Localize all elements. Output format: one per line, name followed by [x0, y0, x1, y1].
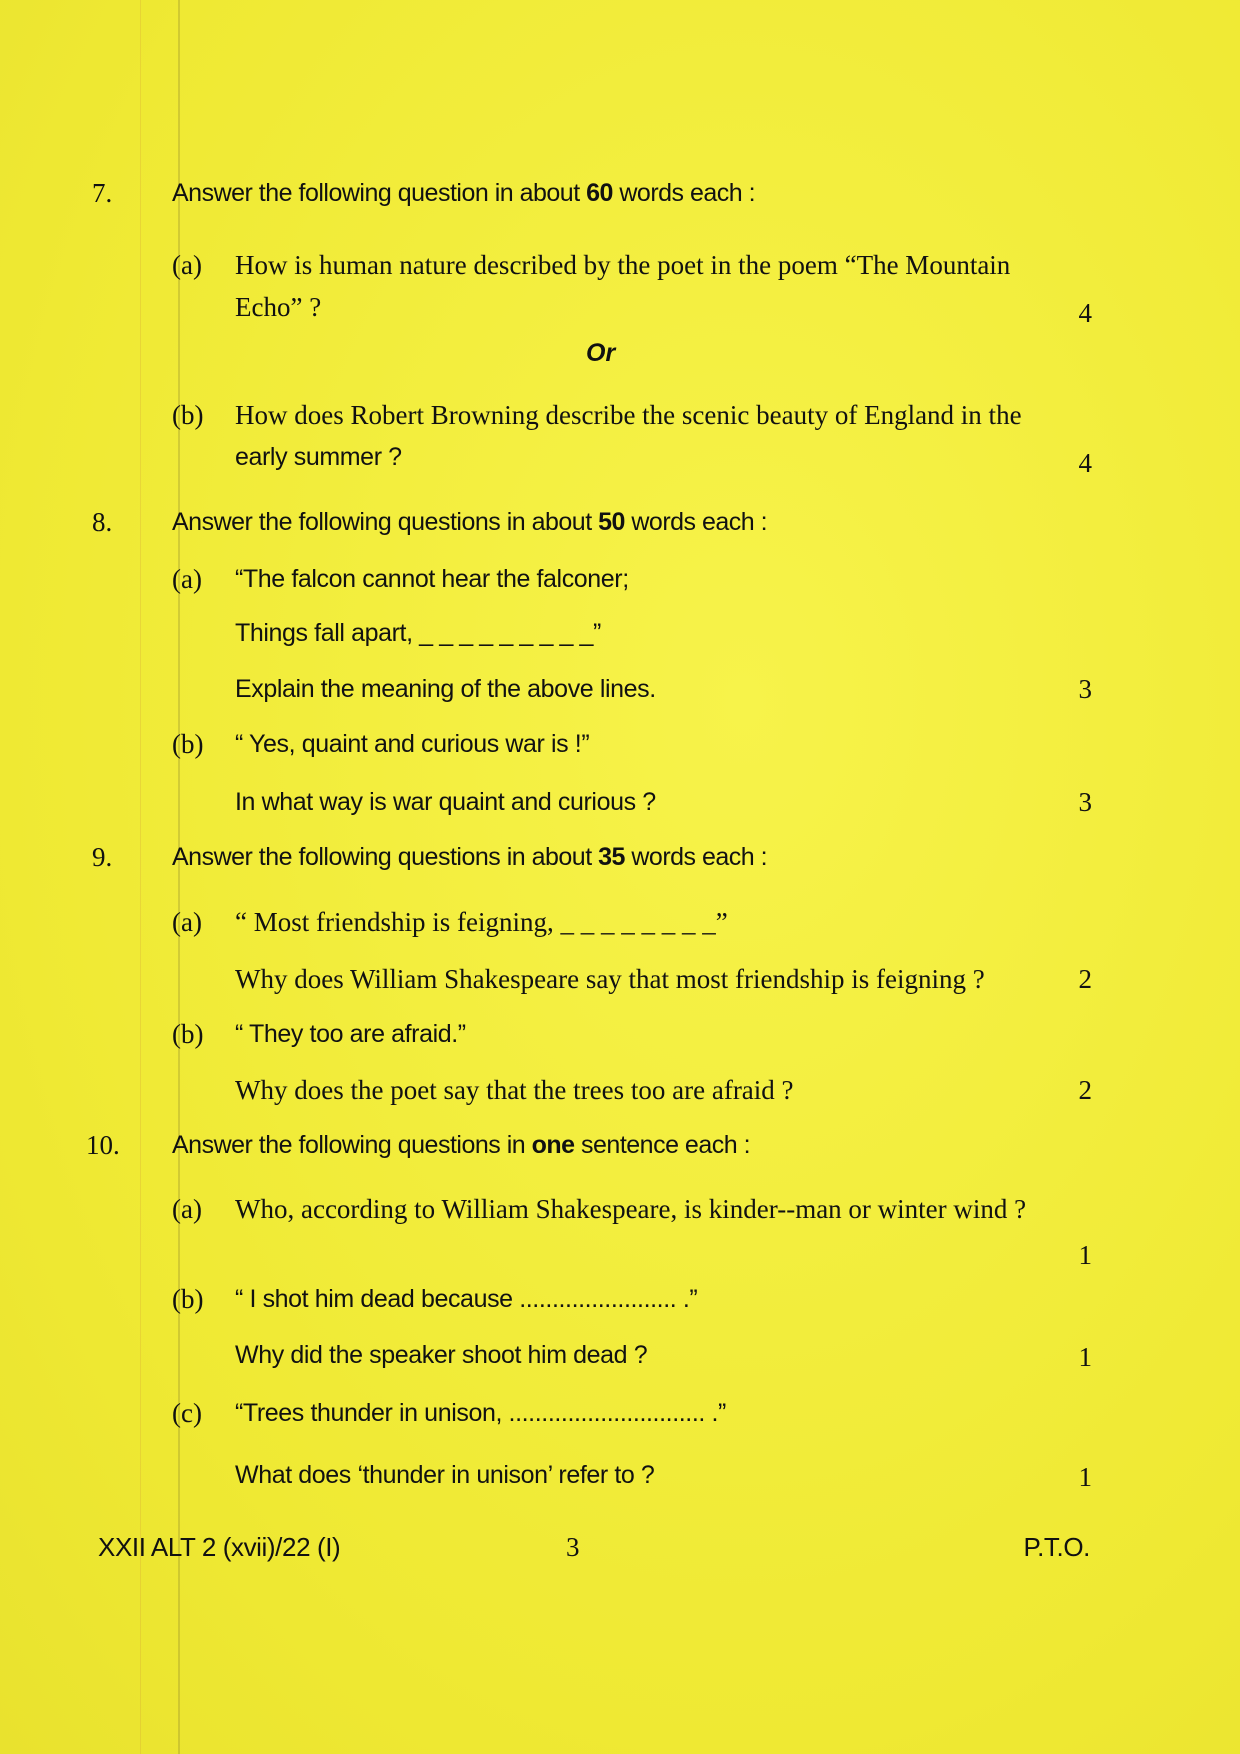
marks: 2 [1078, 964, 1092, 994]
part-text: “ Most friendship is feigning, _ _ _ _ _ _ _ _” [235, 907, 728, 937]
question-heading: Answer the following question in about 60 words each : [172, 179, 756, 207]
part-text: “ They too are afraid.” [235, 1020, 466, 1048]
part-text: Why did the speaker shoot him dead ? [235, 1341, 648, 1369]
question-heading: Answer the following questions in one sentence each : [172, 1131, 751, 1159]
part-text: “ I shot him dead because ........................ .” [235, 1285, 698, 1313]
question-number: 8. [92, 507, 113, 537]
question-heading: Answer the following questions in about 50 words each : [172, 508, 768, 536]
marks: 3 [1078, 787, 1092, 817]
part-text: Why does William Shakespeare say that most friendship is feigning ? [235, 964, 985, 994]
question-number: 7. [92, 178, 113, 208]
question-heading: Answer the following questions in about 35 words each : [172, 843, 768, 871]
part-text: early summer ? [235, 443, 402, 471]
marks: 1 [1078, 1240, 1092, 1270]
or-divider: Or [586, 339, 616, 367]
part-text: Echo” ? [235, 292, 322, 322]
part-text: “The falcon cannot hear the falconer; [235, 565, 629, 593]
part-label: (b) [172, 400, 204, 430]
part-label: (a) [172, 907, 202, 937]
part-label: (b) [172, 1284, 204, 1314]
marks: 4 [1078, 298, 1092, 328]
part-label: (a) [172, 564, 202, 594]
part-label: (c) [172, 1398, 202, 1428]
marks: 1 [1078, 1342, 1092, 1372]
question-number: 10. [86, 1130, 120, 1160]
paper-code: XXII ALT 2 (xvii)/22 (I) [98, 1532, 341, 1562]
pto-label: P.T.O. [1023, 1532, 1090, 1562]
part-text: Who, according to William Shakespeare, is kinder--man or winter wind ? [235, 1194, 1027, 1224]
part-text: What does ‘thunder in unison’ refer to ? [235, 1461, 655, 1489]
page-number: 3 [566, 1532, 580, 1562]
marks: 4 [1078, 448, 1092, 478]
part-text: Explain the meaning of the above lines. [235, 675, 656, 703]
marks: 1 [1078, 1462, 1092, 1492]
part-label: (b) [172, 1019, 204, 1049]
part-label: (a) [172, 250, 202, 280]
part-text: In what way is war quaint and curious ? [235, 788, 656, 816]
question-number: 9. [92, 842, 113, 872]
margin-rule-faint [140, 0, 141, 1754]
part-text: “Trees thunder in unison, .............................. .” [235, 1399, 726, 1427]
part-text: How does Robert Browning describe the scenic beauty of England in the [235, 400, 1022, 430]
part-label: (a) [172, 1194, 202, 1224]
part-text: How is human nature described by the poet in the poem “The Mountain [235, 250, 1011, 280]
part-text: Why does the poet say that the trees too are afraid ? [235, 1075, 794, 1105]
part-text: “ Yes, quaint and curious war is !” [235, 730, 590, 758]
part-text: Things fall apart, _ _ _ _ _ _ _ _ _” [235, 619, 601, 647]
marks: 3 [1078, 674, 1092, 704]
marks: 2 [1078, 1075, 1092, 1105]
part-label: (b) [172, 729, 204, 759]
